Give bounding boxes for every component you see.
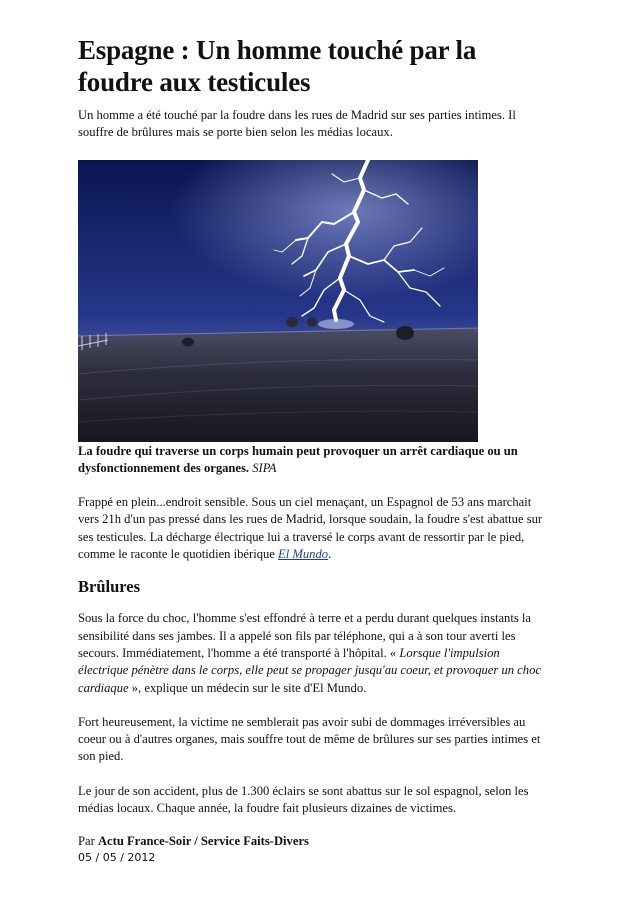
paragraph-text-end: . bbox=[328, 547, 332, 562]
article-title: Espagne : Un homme touché par la foudre aux testicules bbox=[78, 35, 477, 97]
article bbox=[78, 34, 548, 865]
article-lead: Un homme a été touché par la foudre dans les rues de Madrid sur ses parties intimes. Il souffre de brûlures mais se porte bien selon les médias locaux. bbox=[78, 108, 516, 140]
byline bbox=[78, 833, 548, 850]
publication-date: 05 / 05 / 2012 bbox=[78, 851, 156, 865]
caption-credit: SIPA bbox=[252, 460, 277, 475]
article-photo bbox=[78, 160, 478, 442]
byline-author: Actu France-Soir / Service Faits-Divers bbox=[97, 834, 309, 849]
byline-prefix: Par bbox=[78, 834, 98, 849]
body-paragraph-3: Fort heureusement, la victime ne semblerait pas avoir subi de dommages irréversibles au coeur ou à d'autres organes, mais souffre tout de même de brûlures sur ses parties intimes et son pied. bbox=[78, 714, 541, 764]
lightning-photo bbox=[78, 160, 478, 442]
doctor-quote: Lorsque l'impulsion électrique pénètre dans le corps, elle peut se propager jusqu'au coeur, et provoquer un choc cardiaque bbox=[78, 645, 541, 695]
caption-text: La foudre qui traverse un corps humain peut provoquer un arrêt cardiaque ou un dysfonctionnement des organes. bbox=[78, 443, 518, 475]
paragraph-text: Sous la force du choc, l'homme s'est effondré à terre et a perdu durant quelques instants la sensibilité dans ses jambes. Il a appelé son fils par téléphone, qui a à son tour averti les secours. Immédiatement, l'homme a été transporté à l'hôpital. « bbox=[78, 611, 531, 660]
paragraph-text: Frappé en plein...endroit sensible. Sous un ciel menaçant, un Espagnol de 53 ans marchait vers 21h d'un pas pressé dans les rues de Madrid, lorsque soudain, la foudre s'est abattue sur ses testicules. La décharge électrique lui a traversé le corps avant de ressortir par le pied, comme le raconte le quotidien ibérique bbox=[78, 495, 543, 562]
section-heading: Brûlures bbox=[78, 577, 141, 597]
body-paragraph-4: Le jour de son accident, plus de 1.300 éclairs se sont abattus sur le sol espagnol, selon les médias locaux. Chaque année, la foudre fait plusieurs dizaines de victimes. bbox=[78, 783, 529, 816]
photo-caption bbox=[78, 443, 548, 478]
body-paragraph-1 bbox=[78, 494, 548, 563]
el-mundo-link[interactable]: El Mundo bbox=[278, 547, 329, 562]
paragraph-text-end: », explique un médecin sur le site d'El Mundo. bbox=[128, 680, 367, 695]
body-paragraph-2 bbox=[78, 610, 548, 696]
